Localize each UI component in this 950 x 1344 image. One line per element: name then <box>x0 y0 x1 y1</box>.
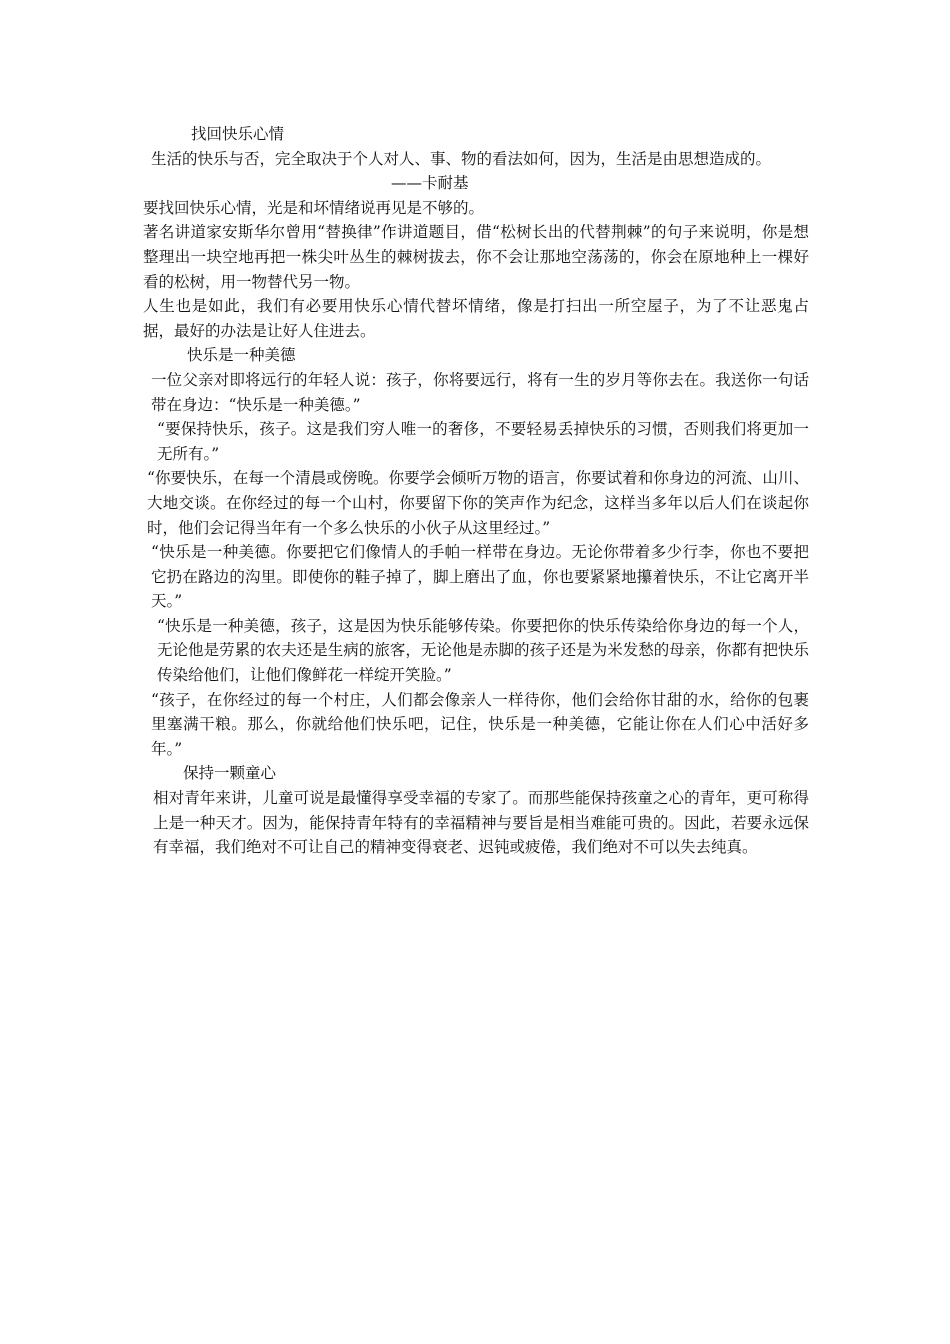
section-title-find-happiness: 找回快乐心情 <box>191 125 285 143</box>
paragraph: “要保持快乐，孩子。这是我们穷人唯一的奢侈，不要轻易丢掉快乐的习惯，否则我们将更加一无所有。” <box>157 420 809 463</box>
paragraph: 人生也是如此，我们有必要用快乐心情代替坏情绪，像是打扫出一所空屋子，为了不让恶鬼占据，最好的办法是让好人住进去。 <box>143 297 809 340</box>
paragraph: 著名讲道家安斯华尔曾用“替换律”作讲道题目，借“松树长出的代替荆棘”的句子来说明，你是想整理出一块空地再把一株尖叶丛生的棘树拔去，你不会让那地空荡荡的，你会在原地种上一棵好看的松树，用一物替代另一物。 <box>143 223 809 291</box>
epigraph-attribution: ——卡耐基 <box>391 174 469 193</box>
paragraph: “快乐是一种美德，孩子，这是因为快乐能够传染。你要把你的快乐传染给你身边的每一个人，无论他是劳累的农夫还是生病的旅客，无论他是赤脚的孩子还是为米发愁的母亲，你都有把快乐传染给他们，让他们像鲜花一样绽开笑脸。” <box>157 616 809 685</box>
section-title-happiness-virtue: 快乐是一种美德 <box>187 346 296 365</box>
section-title-childlike-heart: 保持一颗童心 <box>183 764 277 783</box>
paragraph: 一位父亲对即将远行的年轻人说：孩子，你将要远行，将有一生的岁月等你去在。我送你一句话带在身边：“快乐是一种美德。” <box>151 370 809 414</box>
paragraph: 相对青年来讲，儿童可说是最懂得享受幸福的专家了。而那些能保持孩童之心的青年，更可称得上是一种天才。因为，能保持青年特有的幸福精神与要旨是相当难能可贵的。因此，若要永远保有幸福，我们绝对不可让自己的精神变得衰老、迟钝或疲倦，我们绝对不可以失去纯真。 <box>153 789 809 857</box>
epigraph-quote: 生活的快乐与否，完全取决于个人对人、事、物的看法如何，因为，生活是由思想造成的。 <box>151 149 772 168</box>
paragraph: “孩子，在你经过的每一个村庄，人们都会像亲人一样待你，他们会给你甘甜的水，给你的包裹里塞满干粮。那么，你就给他们快乐吧，记住，快乐是一种美德，它能让你在人们心中活好多年。” <box>151 690 809 758</box>
paragraph: “你要快乐，在每一个清晨或傍晚。你要学会倾听万物的语言，你要试着和你身边的河流、山川、大地交谈。在你经过的每一个山村，你要留下你的笑声作为纪念，这样当多年以后人们在谈起你时，他们会记得当年有一个多么快乐的小伙子从这里经过。” <box>147 469 809 537</box>
document-body <box>143 122 809 860</box>
paragraph: 要找回快乐心情，光是和坏情绪说再见是不够的。 <box>143 198 485 217</box>
paragraph: “快乐是一种美德。你要把它们像情人的手帕一样带在身边。无论你带着多少行李，你也不要把它扔在路边的沟里。即使你的鞋子掉了，脚上磨出了血，你也要紧紧地攥着快乐，不让它离开半天。” <box>151 543 809 611</box>
